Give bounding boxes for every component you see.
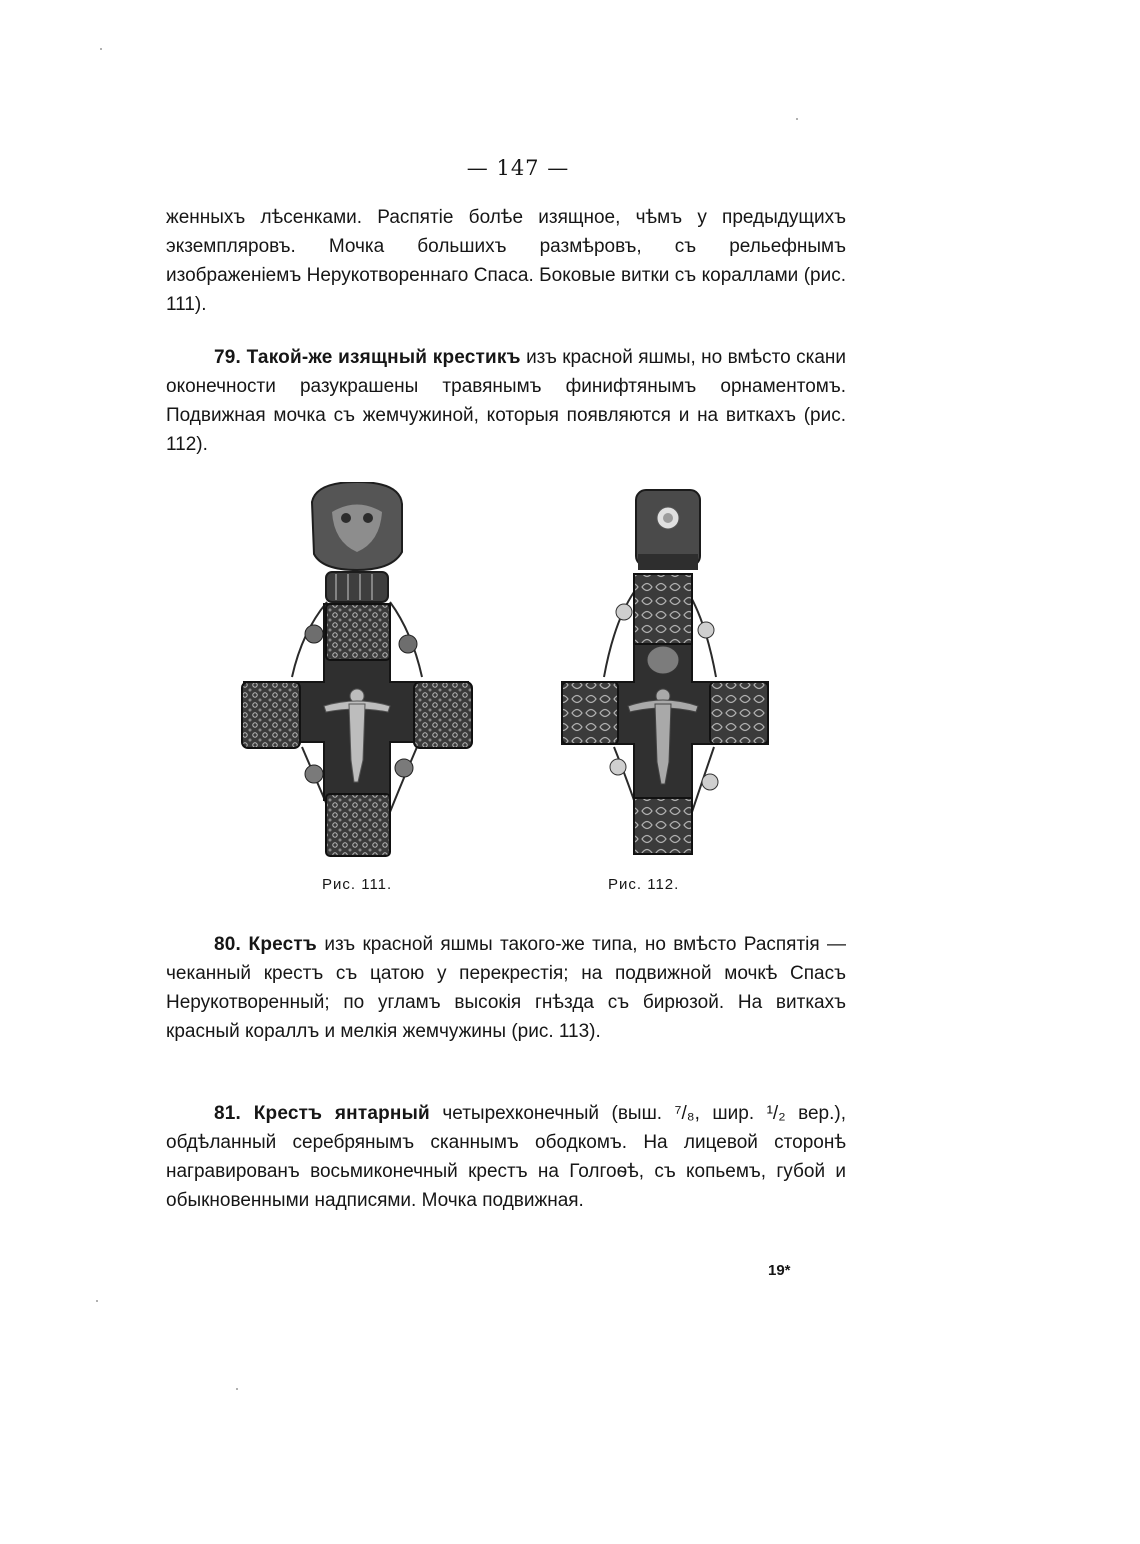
paragraph-intro [166,203,846,319]
page-number: — 147 — [466,156,570,180]
item-79-text: изъ красной яшмы, но вмѣсто скани оконечности разукрашены травянымъ финифтянымъ орнаментомъ. Подвижная мочка съ жемчужиной, которыя появляются и на виткахъ (рис. 112). [166,347,846,455]
figure-112-cross-image [556,482,776,860]
paragraph-item-81 [166,1099,846,1215]
item-79-heading: 79. Такой-же изящный крестикъ [214,347,521,368]
paragraph-intro-text: женныхъ лѣсенками. Распятіе болѣе изящное, чѣмъ у предыдущихъ экземпляровъ. Мочка большихъ размѣровъ, съ рельефнымъ изображеніемъ Нерукотвореннаго Спаса. Боковые витки съ кораллами (рис. 111). [166,207,846,315]
item-80-heading: 80. Крестъ [214,934,317,955]
scan-speck [796,118,798,120]
scan-speck [236,1388,238,1390]
signature-mark: 19* [768,1262,791,1279]
scan-speck [96,1300,98,1302]
paragraph-item-80 [166,930,846,1046]
item-81-text: четырехконечный (выш. ⁷/₈, шир. ¹/₂ вер.), обдѣланный серебрянымъ сканнымъ ободкомъ. На лицевой сторонѣ награвированъ восьмиконечный крестъ на Голгоѳѣ, съ копьемъ, губой и обыкновенными надписями. Мочка подвижная. [166,1103,846,1211]
item-81-heading: 81. Крестъ янтарный [214,1103,430,1124]
figure-111-cross-image [232,482,482,860]
figure-111-caption: Рис. 111. [322,876,393,893]
paragraph-item-79 [166,343,846,459]
scan-speck [100,48,102,50]
item-80-text: изъ красной яшмы такого-же типа, но вмѣсто Распятія — чеканный крестъ съ цатою у перекрестія; на подвижной мочкѣ Спасъ Нерукотворенный; по угламъ высокія гнѣзда съ бирюзой. На виткахъ красный кораллъ и мелкія жемчужины (рис. 113). [166,934,847,1042]
figure-112-caption: Рис. 112. [608,876,680,893]
